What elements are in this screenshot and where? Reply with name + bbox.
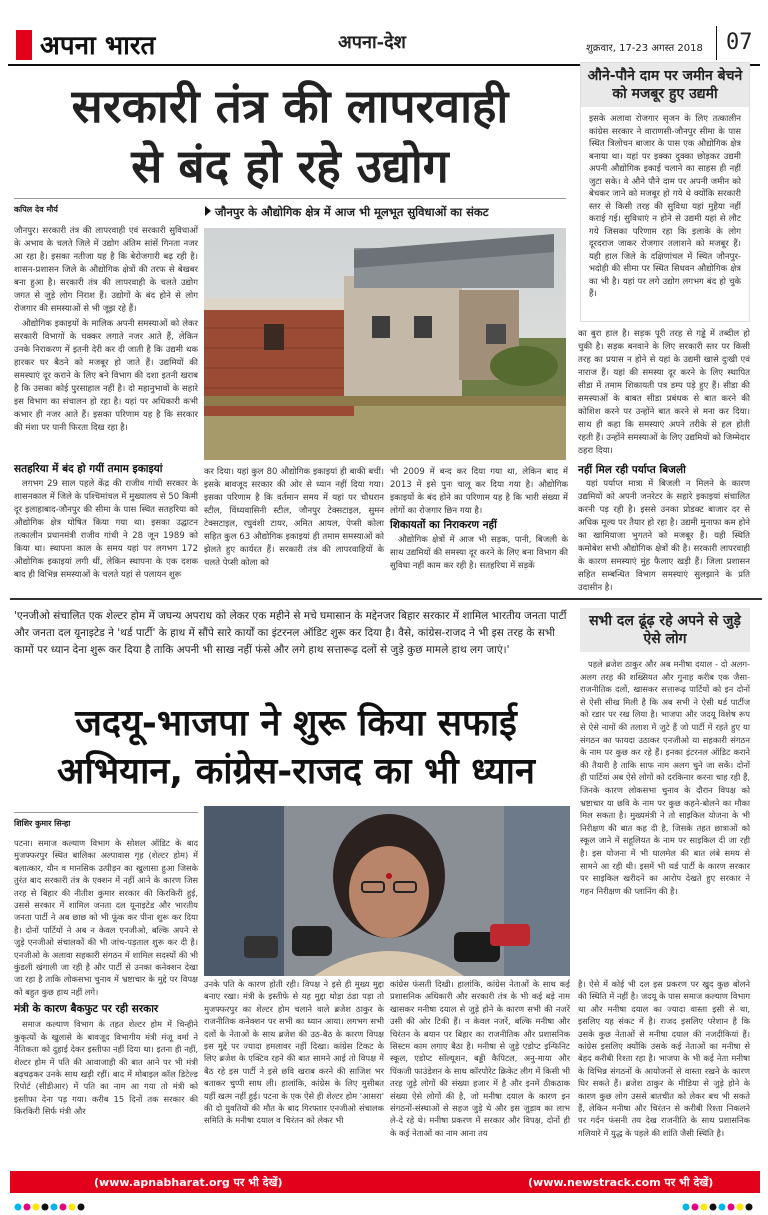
story1-col1-bottom: लगभग 29 साल पहले केंद्र की राजीव गांधी सरकार के शासनकाल में जिले के पश्चिमांचल में मुख्यालय से 50 किमी दूर इलाहाबाद-जौनपुर की सीमा के पास स्थित सतहरिया को औद्योगिक क्षेत्र घोषित किया गया था। इसका उद्घाटन तत्कालीन प्रधानमंत्री राजीव गांधी ने 28 जून 1989 को किया था। स्थापना काल के समय यहां पर लगभग 172 औद्योगिक इकाइयां लगी थीं, लेकिन स्थापना के एक दशक बाद ही विभिन्न समस्याओं के चलते यहां से पलायन शुरू [14,479,198,580]
industrial-building-photo [204,228,566,460]
footer-right-url[interactable]: (www.newstrack.com पर भी देखें) [528,1176,714,1189]
story1-col4-top: का बुरा हाल है। सड़क पूरी तरह से गड्ढे में तब्दील हो चुकी है। सड़क बनवाने के लिए सरकारी स्तर पर किसी तरह का प्रयास न होने से यहां के उद्यमी खासे दुःखी एवं नाराज हैं। यहां की समस्या दूर करने के लिए स्थापित सीडा में तमाम शिकायती पत्र डम्प पड़े हुए हैं। सीडा की समस्याओं के बाबत सीडा प्रबंधक से बात करने की कोशिश करने पर उन्होंने बात करने से मना कर दिया। साथ ही कहा कि समस्याएं अपने तरीके से हल होती रहती हैं। उन्होंने समस्याओं के लिए उद्यमियों को जिम्मेदार ठहरा दिया। [578,329,750,456]
photo-caption-text: जौनपुर के औद्योगिक क्षेत्र में आज भी मूलभूत सुविधाओं का संकट [215,205,489,219]
story1-subhead1: सतहरिया में बंद हो गयीं तमाम इकाइयां [14,463,163,475]
caption-arrow-icon [205,206,211,216]
story2-headline-line1: जदयू-भाजपा ने शुरू किया सफाई [75,703,517,744]
story2-col2: उनके पति के कारण होती रही। विपक्ष ने इसे ही मुख्य मुद्दा बनाए रखा। मंत्री के इस्तीफे से यह मुद्दा थोड़ा ठंडा पड़ा तो मुजफ्फरपुर का शेल्टर होम चलाने वाले ब्रजेश ठाकुर के राजनीतिक कनेक्शन पर सभी का ध्यान आया। लगभग सभी दलों के नेताओं के साथ ब्रजेश की उठ-बैठ के कारण विपक्ष इस मुद्दे पर ज्यादा हमलावर नहीं दिखा। कांग्रेस टिकट के लिए ब्रजेश के एक्टिव रहने की बात सामने आई तो विपक्ष में बैठ रहे इस पार्टी ने इसे छवि खराब करने की साजिश भर बताकर चुप्पी साध ली। हालांकि, कांग्रेस के लिए मुसीबत यहीं खत्म नहीं हुई। पटना के एक ऐसे ही शेल्टर होम 'आसरा' की दो युवतियों की मौत के बाद गिरफ्तार एनजीओ संचालक समिति के मनीषा दयाल व चिरंतन को लेकर भी [204,979,384,1126]
brand-logo: अपना भारत [40,31,156,61]
story1-headline [22,76,558,196]
brand-red-block [16,30,32,60]
story1-byline: कपिल देव मौर्य [14,205,58,214]
story1-subhead2: शिकायतों का निराकरण नहीं [390,519,497,531]
story2-byline: शिशिर कुमार सिन्हा [14,819,71,828]
story1-subhead3: नहीं मिल रही पर्याप्त बिजली [578,464,686,476]
story1-col2-bottom: कर दिया। यहां कुल 80 औद्योगिक इकाइयां ही बाकी बचीं। इसके बावजूद सरकार की ओर से ध्यान नहीं दिया गया। इसका परिणाम है कि वर्तमान समय में यहां पर चौधरान स्टील, विंध्यवासिनी स्टील, जौनपुर टेक्सटाइल, सुमन टेक्सटाइल, रघुवंशी टायर, अमित आयल, पेप्सी कोला सहित कुल 63 औद्योगिक इकाइयां ही तमाम समस्याओं को झेलते हुए कार्यरत हैं। सरकारी तंत्र की लापरवाहियों के चलते पेप्सी कोला को [204,467,384,568]
story1-col1-top [14,204,198,435]
story1-headline-line1: सरकारी तंत्र की लापरवाही [71,79,509,133]
story1-col3-bottom-b: औद्योगिक क्षेत्रों में आज भी सड़क, पानी, बिजली के साथ उद्यमियों की समस्या दूर करने के लिए बना विभाग की सुविधा नहीं काम कर रही है। सतहरिया में सड़कें [390,535,568,571]
divider [716,26,717,60]
color-registration-marks [14,1196,754,1204]
story1-col3-bottom-a: भी 2009 में बन्द कर दिया गया था, लेकिन बाद में 2013 में इसे पुनः चालू कर दिया गया है। औद्योगिक इकाइयों के बंद होने का परिणाम यह है कि भारी संख्या में लोगों का रोजगार छिन गया है। [390,467,568,516]
story2-col3: कांग्रेस फंसती दिखी। हालांकि, कांग्रेस नेताओं के साथ कई प्रशासनिक अधिकारी और सरकारी तंत्र के भी कई बड़े नाम खासकर मनीषा दयाल से जुड़े होने के कारण सभी की नजरें उसी की ओर टिकी हैं। न केवल नजरें, बल्कि मनीषा और चिरंतन के बयान पर बिहार का राजनीतिक और प्रशासनिक सिस्टम काम लगाए बैठा है। मनीषा से जुड़े एडोप्ट इन्फिनिट स्कूल, एडोप्ट सॉल्यूशन, बड्डी कैपिटल, अनु-माया और पिंकजी फाउंडेशन के साथ कॉरपोरेट क्रिकेट लीग में किसी भी तरह जुड़े लोगों की संख्या हजार में है और इनमें ठीकठाक संख्या ऐसे लोगों की है, जो मनीषा दयाल के कारण इन संगठनों-संस्थाओं से सहज जुड़े थे और इस जुड़ाव का लाभ ले-दे रहे थे। मनीषा प्रकरण में सरकार और विपक्ष, दोनों ही के कई नेताओं का नाम आना तय [390,979,570,1138]
sidebar2-title: सभी दल ढूंढ़ रहे अपने से जुड़े ऐसे लोग [580,608,750,652]
footer-bar [10,1171,760,1193]
story2-headline-line2: अभियान, कांग्रेस-राजद का भी ध्यान [57,751,535,792]
footer-left-url[interactable]: (www.apnabharat.org पर भी देखें) [94,1176,283,1189]
story2-col1-bottom: समाज कल्याण विभाग के तहत शेल्टर होम में चिन्हीने कुकृत्यों के खुलासे के बावजूद विभागीय मंत्री मंजू वर्मा ने नैतिकता को दुहाई देकर इस्तीफा नहीं दिया था। इतना ही नहीं, शेल्टर होम में पति की आवाजाही की बात आने पर भी मंत्री बढ़चढ़कर उनके साथ खड़ी रहीं। बाद में मोबाइल कॉल डिटेल्ड रिपोर्ट (सीडीआर) में पति का नाम आ गया तो मंत्री को इस्तीफा देना पड़ गया। करीब 15 दिनों तक सरकार की किरकिरी सिर्फ मंत्री और [14,1019,198,1117]
story2-col4: है। ऐसे में कोई भी दल इस प्रकरण पर खुद कुछ बोलने की स्थिति में नहीं है। जदयू के पास समाज कल्याण विभाग था और मनीषा दयाल का ज्यादा वास्ता इसी से था, इसलिए यह संकट में है। राजद इसलिए परेशान है कि उसके कुछ नेताओं से मनीषा दयाल की नजदीकियां हैं। कांग्रेस इसलिए क्योंकि उसके कई नेताओं का मनीषा से बेहद करीबी रिश्ता रहा है। भाजपा के भी कई नेता मनीषा के विभिन्न संगठनों के आयोजनों से वास्ता रखने के कारण घिर सकते हैं। ब्रजेश ठाकुर के मीडिया से जुड़े होने के कारण कुछ लोग उससे बातचीत को लेकर बच भी सकते हैं, लेकिन मनीषा और चिरंतन से करीबी रिश्ता निकलने पर गर्दन फंसनी तय देख राजनीति के साथ प्रशासनिक गलियारे में युद्ध के पहले की शांति जैसी स्थिति है। [578,979,750,1138]
issue-date: शुक्रवार, 17-23 अगस्त 2018 [586,43,703,54]
rule [14,812,198,813]
story2-col1 [14,818,198,1118]
page-number: 07 [726,30,753,55]
section-title: अपना-देश [338,32,406,53]
story2-col1-top: पटना। समाज कल्याण विभाग के सोशल ऑडिट के बाद मुजफ्फरपुर स्थित बालिका अल्पावास गृह (शेल्टर होम) में बलात्कार, यौन व मानसिक उत्पीड़न का खुलासा हुआ जिसके तुरंत बाद सरकारी तंत्र के एक्शन में नहीं आने के कारण जिस तरह से बिहार की नीतीश कुमार सरकार की किरकिरी हुई, उससे सरकार में शामिल जनता दल यूनाइटेड और भारतीय जनता पार्टी ने अब छाछ को भी फूंक कर पीना शुरू कर दिया है। दोनों पार्टियों ने अब न केवल एनजीओ, बल्कि अपने से जुड़े एनजीओ संचालकों की भी जांच-पड़ताल शुरू कर दी है। एनजीओ के अलावा सहकारी संगठन में शामिल सदस्यों की भी कुंडली खंगाली जा रही है और पार्टी से उनका कनेक्शन देखा जा रहा है ताकि लोकसभा चुनाव में भ्रष्टाचार के मुद्दे पर विपक्ष को बहुत कुछ हाथ नहीं लगे। [14,838,198,997]
story1-intro: जौनपुर। सरकारी तंत्र की लापरवाही एवं सरकारी सुविधाओं के अभाव के चलते जिले में उद्योग अंतिम सांसें गिनता नजर आ रहा है। इसका नतीजा यह है कि बेरोजगारी बढ़ रही है। शासन-प्रशासन जिले के औद्योगिक क्षेत्रों की तरफ से बेखबर बना हुआ है। सरकारी तंत्र की लापरवाही के चलते उद्योग जगत से जुड़े लोग निराश हैं। उद्योगों के बंद होने से लोग रोजगार की समस्याओं से भी जूझ रहे हैं। [14,226,198,314]
sidebar1 [580,62,750,322]
photo-caption [205,205,555,227]
story2-subhead1: मंत्री के कारण बैकफुट पर रही सरकार [14,1003,159,1016]
sidebar1-body: इसके अलावा रोजगार सृजन के लिए तत्कालीन कांग्रेस सरकार ने वाराणसी-जौनपुर सीमा के पास स्थित त्रिलोचन बाजार के पास एक औद्योगिक क्षेत्र बनाया था। यहां पर इक्का दुक्का छोड़कर उद्यमी अपनी औद्योगिक इकाई चलाने का साहस ही नहीं जुटा सके। वे औने पौने दाम पर अपनी जमीन को बेचकर जाने को मजबूर हो गये थे क्योंकि सरकारी स्तर से किसी तरह की सुविधा यहां मुहैया नहीं कराई गई। सुविधाएं न होने से उद्यमी यहां से लौट गये जिसका परिणाम रहा कि इलाके के लोग दूरदराज जाकर रोजगार तलाशने को मजबूर हैं। यही हाल जिले के दक्षिणांचल में स्थित जौनपुर-भदोही की सीमा पर स्थित सिधवन औद्योगिक क्षेत्र का भी है। यहां पर लगे उद्योग लगभग बंद हो चुके हैं। [589,114,741,299]
masthead [8,12,760,60]
politician-press-photo [204,806,570,976]
story1-headline-line2: से बंद हो रहे उद्योग [131,139,449,193]
story1-para2: औद्योगिक इकाइयों के मालिक अपनी समस्याओं को लेकर सरकारी विभागों के चक्कर लगाते नजर आते हैं, लेकिन उनके निराकरण में इतनी देरी कर दी जाती है कि उद्यमी थक हारकर घर बैठने को मजबूर हो जाते हैं। उद्यमियों की समस्याएं दूर कराने के लिए बने विभाग की दशा इतनी खराब है कि उसका कोई पुरसाहाल नहीं है। दो महानुभावों के सहारे इस विभाग का संचालन हो रहा है। यहां पर अधिकारी कभी कभार ही नजर आते हैं। इसका परिणाम यह है कि सरकार की मंशा पर पानी फिरता दिख रहा है। [14,319,198,433]
sidebar1-title: औने-पौने दाम पर जमीन बेचने को मजबूर हुए उद्यमी [581,63,749,107]
sidebar2 [580,608,750,897]
story2-quote: 'एनजीओ संचालित एक शेल्टर होम में जघन्य अपराध को लेकर एक महीने से मचे घमासान के मद्देनजर बिहार सरकार में शामिल भारतीय जनता पार्टी और जनता दल यूनाइटेड ने 'थर्ड पार्टी' के हाथ में सौंपे सारे कार्यों का इंटरनल ऑडिट शुरू कर दिया है। वैसे, कांग्रेस-राजद ने भी इस तरह के सभी कामों पर ध्यान देना शुरू कर दिया है ताकि अपनी भी साख नहीं फंसे और लगे हाथ सत्तारूढ़ दलों से जुड़े कुछ मामले हाथ लग जाएं।' [14,610,567,656]
section-rule [10,598,762,600]
story2-headline [16,700,576,796]
story1-col4-bottom: यहां पर्याप्त मात्रा में बिजली न मिलने के कारण उद्यमियों को अपनी जनरेटर के सहारे इकाइयां संचालित करनी पड़ रही है। इससे उनका प्रोडक्ट बाजार दर से अधिक मूल्य पर तैयार हो रहा है। उद्यमी मुनाफा कम होने का खामियाजा भुगतने को मजबूर हैं। यही स्थिति कमोबेश सभी औद्योगिक क्षेत्रों की है। सरकारी लापरवाही के कारण समस्याएं मुंह फैलाए खड़ी हैं। जिला प्रशासन सहित सम्बन्धित विभाग समस्याएं सुलझाने के प्रति उदासीन है। [578,479,750,593]
sidebar2-body: पहले ब्रजेश ठाकुर और अब मनीषा दयाल - दो अलग-अलग तरह की शख्सियत और गुनाह करीब एक जैसा- राजनीतिक दलों, खासकर सत्तारूढ़ पार्टियों को इन दोनों से ऐसी सीख मिली है कि अब सभी ने ऐसी थर्ड पार्टीज को रडार पर रख लिया है। भाजपा और जदयू विशेष रूप से ऐसे नामों की तलाश में जुटे हैं जो पार्टी में रहते हुए या संगठन का फायदा उठाकर एनजीओ या सहकारी संगठन के नाम पर कुछ कर रहे हैं। इनका इंटरनल ऑडिट कराने की तैयारी है ताकि साफ नाम अलग चुने जा सकें। दोनों ही पार्टियां अब ऐसे लोगों को दरकिनार करना चाह रही हैं, जिनके कारण लोकसभा चुनाव के दौरान विपक्ष को भ्रष्टाचार या छवि के नाम पर कुछ कहने-बोलने का मौका मिल सकता है। मुख्यमंत्री ने तो साइकिल योजना के भी निरीक्षण की बात कह दी है, जिसके तहत छात्राओं को स्कूल जाने में सहूलियत के नाम पर साइकिल दी जा रही है। इस योजना में भी घालमेल की बात लंबे समय से सामने आ रही थी। इसमें भी थर्ड पार्टी के कारण सरकार पर साइकिल खरीदने का आरोप देखते हुए सरकार ने गहन निरीक्षण की प्लानिंग की है। [580,659,750,896]
rule [14,198,566,199]
